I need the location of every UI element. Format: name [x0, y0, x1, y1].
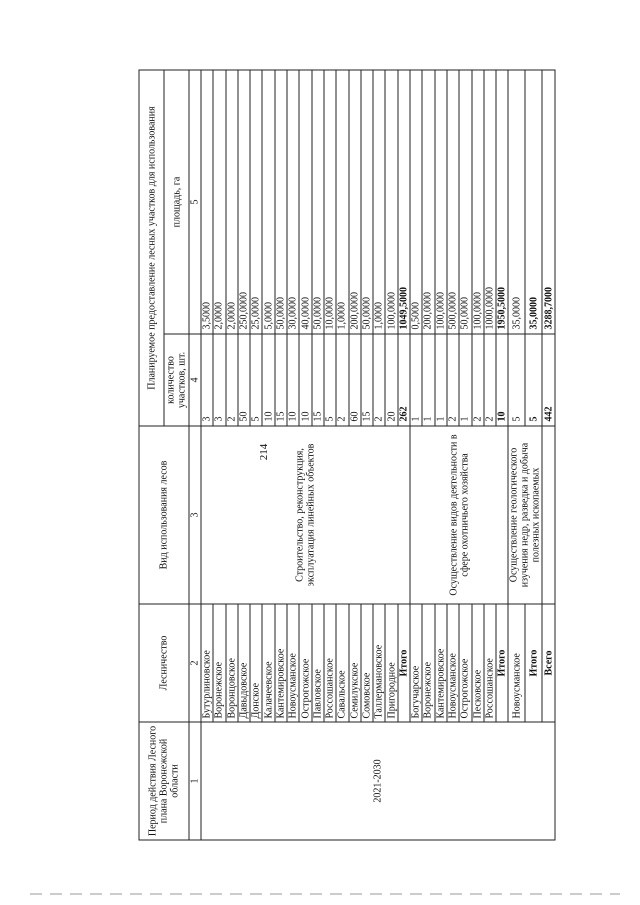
header-area: площадь, га [164, 70, 189, 334]
area-cell: 2,0000 [225, 70, 237, 334]
area-cell: 50,0000 [459, 70, 471, 334]
forestry-cell: Новоусманское [508, 604, 525, 722]
forestry-cell: Калачеевское [262, 604, 274, 722]
table-row [201, 70, 213, 840]
grand-total-label: Всего [542, 604, 554, 722]
header-count: количество участков, шт. [164, 334, 189, 426]
count-cell: 1 [459, 334, 471, 426]
forestry-cell: Богучарское [410, 604, 422, 722]
area-cell: 250,0000 [237, 70, 249, 334]
forest-use-table [138, 69, 555, 840]
area-cell: 1,0000 [336, 70, 348, 334]
count-cell: 1 [434, 334, 446, 426]
subtotal-area: 1049,5000 [397, 70, 409, 334]
area-cell: 50,0000 [360, 70, 372, 334]
count-cell: 1 [410, 334, 422, 426]
area-cell: 2,0000 [213, 70, 225, 334]
column-index: 2 [189, 604, 201, 722]
subtotal-area: 35,0000 [525, 70, 542, 334]
period-cell: 2021-2030 [201, 722, 555, 840]
grand-total-use-type [542, 426, 554, 604]
count-cell: 1 [422, 334, 434, 426]
count-cell: 2 [471, 334, 483, 426]
subtotal-area: 1950,5000 [496, 70, 508, 334]
area-cell: 30,0000 [287, 70, 299, 334]
forestry-cell: Россошанское [323, 604, 335, 722]
header-planned: Планируемое предоставление лесных участков для использования [139, 70, 164, 426]
subtotal-count: 5 [525, 334, 542, 426]
count-cell: 15 [360, 334, 372, 426]
forestry-cell: Воронежское [422, 604, 434, 722]
column-index: 1 [189, 722, 201, 840]
rotated-table-wrapper [138, 70, 553, 840]
grand-total-area: 3288,7000 [542, 70, 554, 334]
forestry-cell: Новоусманское [446, 604, 458, 722]
forestry-cell: Острогожское [299, 604, 311, 722]
column-index: 4 [189, 334, 201, 426]
count-cell: 15 [311, 334, 323, 426]
count-cell: 5 [250, 334, 262, 426]
forestry-cell: Воронцовское [225, 604, 237, 722]
count-cell: 10 [287, 334, 299, 426]
area-cell: 40,0000 [299, 70, 311, 334]
header-use-type: Вид использования лесов [139, 426, 189, 604]
area-cell: 50,0000 [274, 70, 286, 334]
subtotal-count: 10 [496, 334, 508, 426]
use-type-cell: Осуществление геологического изучения недр, разведка и добыча полезных ископаемых [508, 426, 542, 604]
count-cell: 20 [385, 334, 397, 426]
page-number: 214 [258, 443, 270, 461]
forestry-cell: Таллермановское [373, 604, 385, 722]
header-period: Период действия Лесного плана Воронежской области [139, 722, 189, 840]
header-forestry: Лесничество [139, 604, 189, 722]
area-cell: 500,0000 [446, 70, 458, 334]
grand-total-count: 442 [542, 334, 554, 426]
forestry-cell: Песковское [471, 604, 483, 722]
forestry-cell: Острогожское [459, 604, 471, 722]
forestry-cell: Семилукское [348, 604, 360, 722]
area-cell: 3,5000 [201, 70, 213, 334]
count-cell: 5 [508, 334, 525, 426]
count-cell: 2 [336, 334, 348, 426]
forestry-cell: Бутурлиновское [201, 604, 213, 722]
forestry-cell: Пригородное [385, 604, 397, 722]
subtotal-label: Итого [397, 604, 409, 722]
column-index: 5 [189, 70, 201, 334]
area-cell: 200,0000 [348, 70, 360, 334]
area-cell: 1,0000 [373, 70, 385, 334]
count-cell: 2 [446, 334, 458, 426]
forestry-cell: Новоусманское [287, 604, 299, 722]
subtotal-label: Итого [496, 604, 508, 722]
area-cell: 5,0000 [262, 70, 274, 334]
count-cell: 2 [373, 334, 385, 426]
count-cell: 2 [483, 334, 495, 426]
count-cell: 10 [299, 334, 311, 426]
forestry-cell: Кантемировское [434, 604, 446, 722]
forestry-cell: Кантемировское [274, 604, 286, 722]
column-index: 3 [189, 426, 201, 604]
count-cell: 3 [213, 334, 225, 426]
area-cell: 35,0000 [508, 70, 525, 334]
area-cell: 50,0000 [311, 70, 323, 334]
area-cell: 0,5000 [410, 70, 422, 334]
subtotal-label: Итого [525, 604, 542, 722]
forestry-cell: Россошанское [483, 604, 495, 722]
count-cell: 15 [274, 334, 286, 426]
use-type-cell: Осуществление видов деятельности в сфере охотничьего хозяйства [410, 426, 508, 604]
count-cell: 50 [237, 334, 249, 426]
forestry-cell: Сомовское [360, 604, 372, 722]
area-cell: 10,0000 [323, 70, 335, 334]
forestry-cell: Донское [250, 604, 262, 722]
area-cell: 100,0000 [385, 70, 397, 334]
area-cell: 200,0000 [422, 70, 434, 334]
count-cell: 60 [348, 334, 360, 426]
count-cell: 3 [201, 334, 213, 426]
area-cell: 100,0000 [471, 70, 483, 334]
forestry-cell: Павловское [311, 604, 323, 722]
forestry-cell: Савальское [336, 604, 348, 722]
subtotal-count: 262 [397, 334, 409, 426]
scan-edge [30, 893, 620, 895]
forestry-cell: Воронежское [213, 604, 225, 722]
use-type-cell: Строительство, реконструкция, эксплуатация линейных объектов [201, 426, 410, 604]
count-cell: 5 [323, 334, 335, 426]
area-cell: 25,0000 [250, 70, 262, 334]
forestry-cell: Давыдовское [237, 604, 249, 722]
count-cell: 2 [225, 334, 237, 426]
count-cell: 10 [262, 334, 274, 426]
area-cell: 1000,0000 [483, 70, 495, 334]
area-cell: 100,0000 [434, 70, 446, 334]
